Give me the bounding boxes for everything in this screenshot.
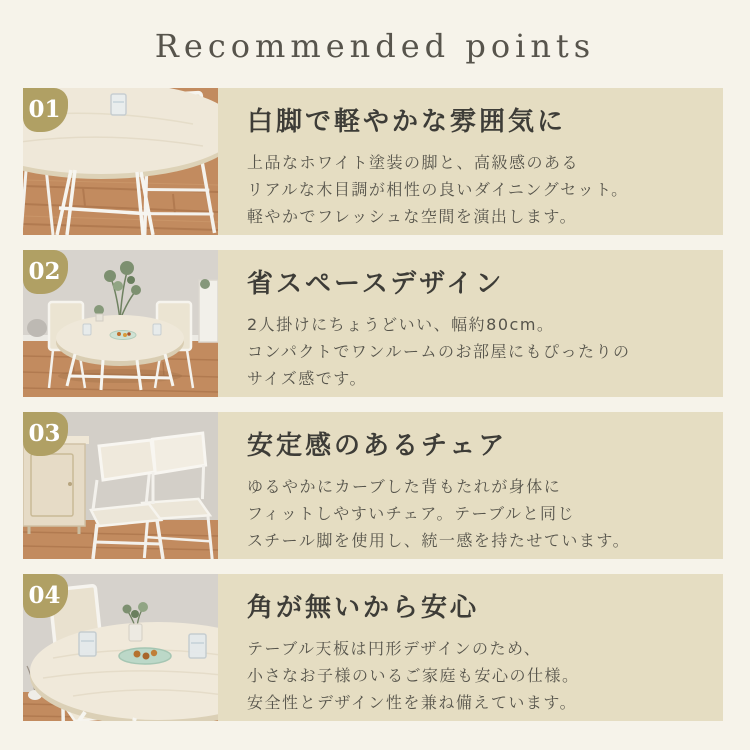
point-section-3 [23,412,723,559]
body-line: 上品なホワイト塗装の脚と、高級感のある [247,153,580,172]
point-heading: 安定感のあるチェア [247,431,508,461]
body-line: コンパクトでワンルームのお部屋にもぴったりの [247,342,631,361]
body-line: スチール脚を使用し、統一感を持たせています。 [247,531,631,550]
point-text-panel [218,412,723,559]
point-body [247,311,705,392]
point-heading: 省スペースデザイン [247,269,505,299]
body-line: 軽やかでフレッシュな空間を演出します。 [247,207,578,226]
point-heading: 白脚で軽やかな雰囲気に [247,107,567,137]
point-body [247,635,705,716]
point-number: 03 [28,419,61,447]
body-line: テーブル天板は円形デザインのため、 [247,639,542,658]
point-section-2 [23,250,723,397]
point-section-4 [23,574,723,721]
point-number: 01 [28,95,61,123]
point-body [247,149,705,230]
body-line: フィットしやすいチェア。テーブルと同じ [247,504,576,523]
photo-dining-set-room [23,250,218,397]
point-number: 04 [28,581,61,609]
point-heading: 角が無いから安心 [247,593,480,623]
body-line: サイズ感です。 [247,369,367,388]
point-text-panel [218,88,723,235]
point-text-panel [218,574,723,721]
body-line: 安全性とデザイン性を兼ね備えています。 [247,693,578,712]
point-body [247,473,705,554]
page-title: Recommended points [154,27,596,65]
photo-dining-set-closeup [23,88,218,235]
body-line: リアルな木目調が相性の良いダイニングセット。 [247,180,629,199]
body-line: 小さなお子様のいるご家庭も安心の仕様。 [247,666,580,685]
photo-chairs [23,412,218,559]
point-number: 02 [28,257,61,285]
body-line: ゆるやかにカーブした背もたれが身体に [247,477,562,496]
photo-round-tabletop [23,574,218,721]
body-line: 2人掛けにちょうどいい、幅約80cm。 [247,315,555,334]
point-section-1 [23,88,723,235]
point-text-panel [218,250,723,397]
